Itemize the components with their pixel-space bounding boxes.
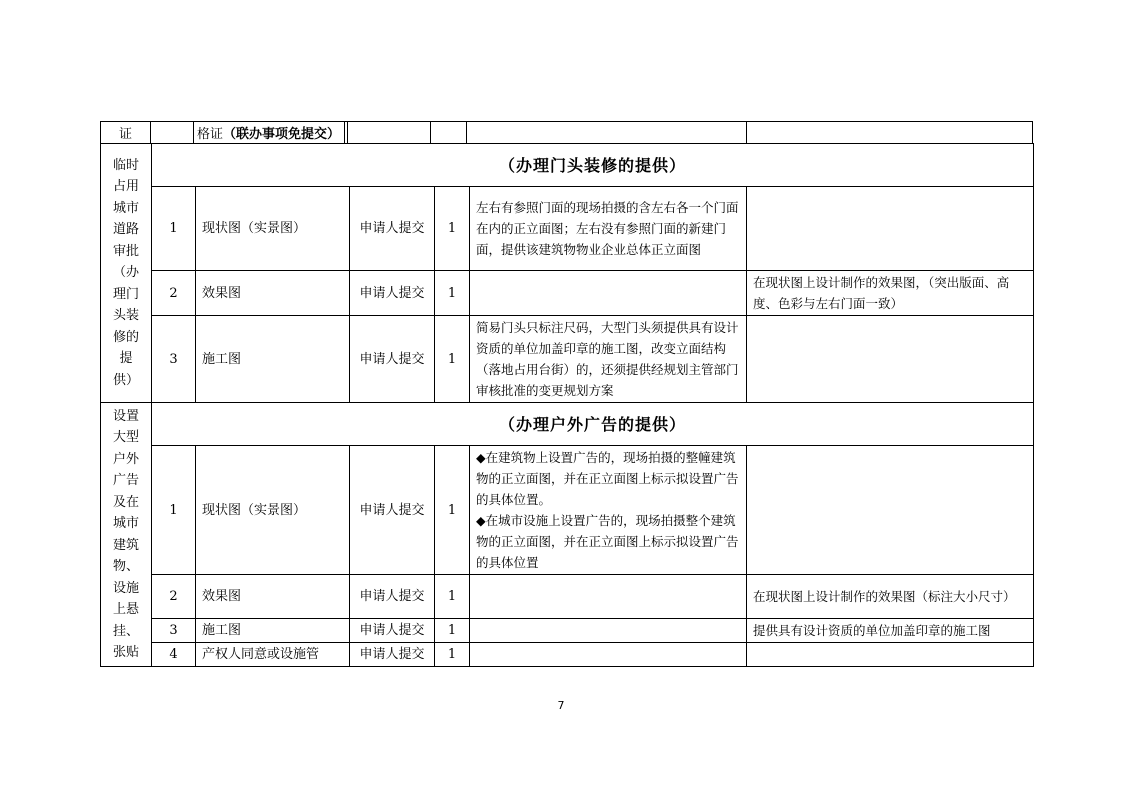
material-note (747, 446, 1034, 575)
material-source: 申请人提交 (350, 271, 435, 316)
material-name: 效果图 (196, 271, 350, 316)
material-spec (470, 619, 747, 643)
material-name: 现状图（实景图） (196, 187, 350, 271)
section-header: （办理门头装修的提供） (152, 144, 1034, 187)
continued-row (100, 121, 1033, 144)
row-number: 1 (152, 187, 196, 271)
material-source: 申请人提交 (350, 575, 435, 619)
material-note (747, 187, 1034, 271)
table-row (101, 575, 1034, 619)
materials-table (100, 143, 1034, 667)
page-number: 7 (557, 699, 565, 712)
material-count: 1 (435, 271, 470, 316)
material-note (747, 643, 1034, 667)
continued-row-material (197, 123, 340, 142)
material-count: 1 (435, 575, 470, 619)
material-count: 1 (435, 316, 470, 403)
material-spec (470, 446, 747, 575)
material-name: 施工图 (196, 619, 350, 643)
row-number: 4 (152, 643, 196, 667)
row-number: 2 (152, 271, 196, 316)
material-spec (470, 643, 747, 667)
material-note (747, 316, 1034, 403)
continued-row-category: 证 (119, 127, 133, 142)
material-source: 申请人提交 (350, 643, 435, 667)
spec-bullet: ◆在建筑物上设置广告的，现场拍摄的整幢建筑物的正立面图，并在正立面图上标示拟设置广告的具体位置。 (476, 450, 739, 507)
material-count: 1 (435, 187, 470, 271)
material-source: 申请人提交 (350, 187, 435, 271)
material-spec (470, 575, 747, 619)
table-row (101, 643, 1034, 667)
row-number: 3 (152, 619, 196, 643)
table-row (101, 619, 1034, 643)
material-name: 产权人同意或设施管 (196, 643, 350, 667)
material-note: 提供具有设计资质的单位加盖印章的施工图 (747, 619, 1034, 643)
section-header-row (101, 403, 1034, 446)
material-source: 申请人提交 (350, 619, 435, 643)
material-name: 现状图（实景图） (196, 446, 350, 575)
material-spec (470, 271, 747, 316)
section-header-row (101, 144, 1034, 187)
row-number: 1 (152, 446, 196, 575)
material-count: 1 (435, 619, 470, 643)
material-note: 在现状图上设计制作的效果图（标注大小尺寸） (747, 575, 1034, 619)
section-header: （办理户外广告的提供） (152, 403, 1034, 446)
continued-row-material-prefix: 格证 (197, 127, 224, 142)
table-row (101, 446, 1034, 575)
material-count: 1 (435, 643, 470, 667)
category-cell: 设置大型户外广告及在城市建筑物、设施上悬挂、张贴 (101, 403, 152, 667)
material-note: 在现状图上设计制作的效果图，（突出版面、高度、色彩与左右门面一致） (747, 271, 1034, 316)
spec-bullet: ◆在城市设施上设置广告的，现场拍摄整个建筑物的正立面图，并在正立面图上标示拟设置广告的具体位置 (476, 513, 739, 570)
material-source: 申请人提交 (350, 316, 435, 403)
material-source: 申请人提交 (350, 446, 435, 575)
row-number: 3 (152, 316, 196, 403)
category-cell: 临时占用城市道路审批（办理门头装修的提供） (101, 144, 152, 403)
material-count: 1 (435, 446, 470, 575)
table-row (101, 316, 1034, 403)
material-name: 效果图 (196, 575, 350, 619)
material-spec: 简易门头只标注尺码，大型门头须提供具有设计资质的单位加盖印章的施工图，改变立面结构（落地占用台街）的，还须提供经规划主管部门审核批准的变更规划方案 (470, 316, 747, 403)
table-row (101, 187, 1034, 271)
material-spec: 左右有参照门面的现场拍摄的含左右各一个门面在内的正立面图；左右没有参照门面的新建门面，提供该建筑物物业企业总体正立面图 (470, 187, 747, 271)
material-name: 施工图 (196, 316, 350, 403)
row-number: 2 (152, 575, 196, 619)
continued-row-material-note: （联办事项免提交） (223, 127, 341, 142)
table-row (101, 271, 1034, 316)
